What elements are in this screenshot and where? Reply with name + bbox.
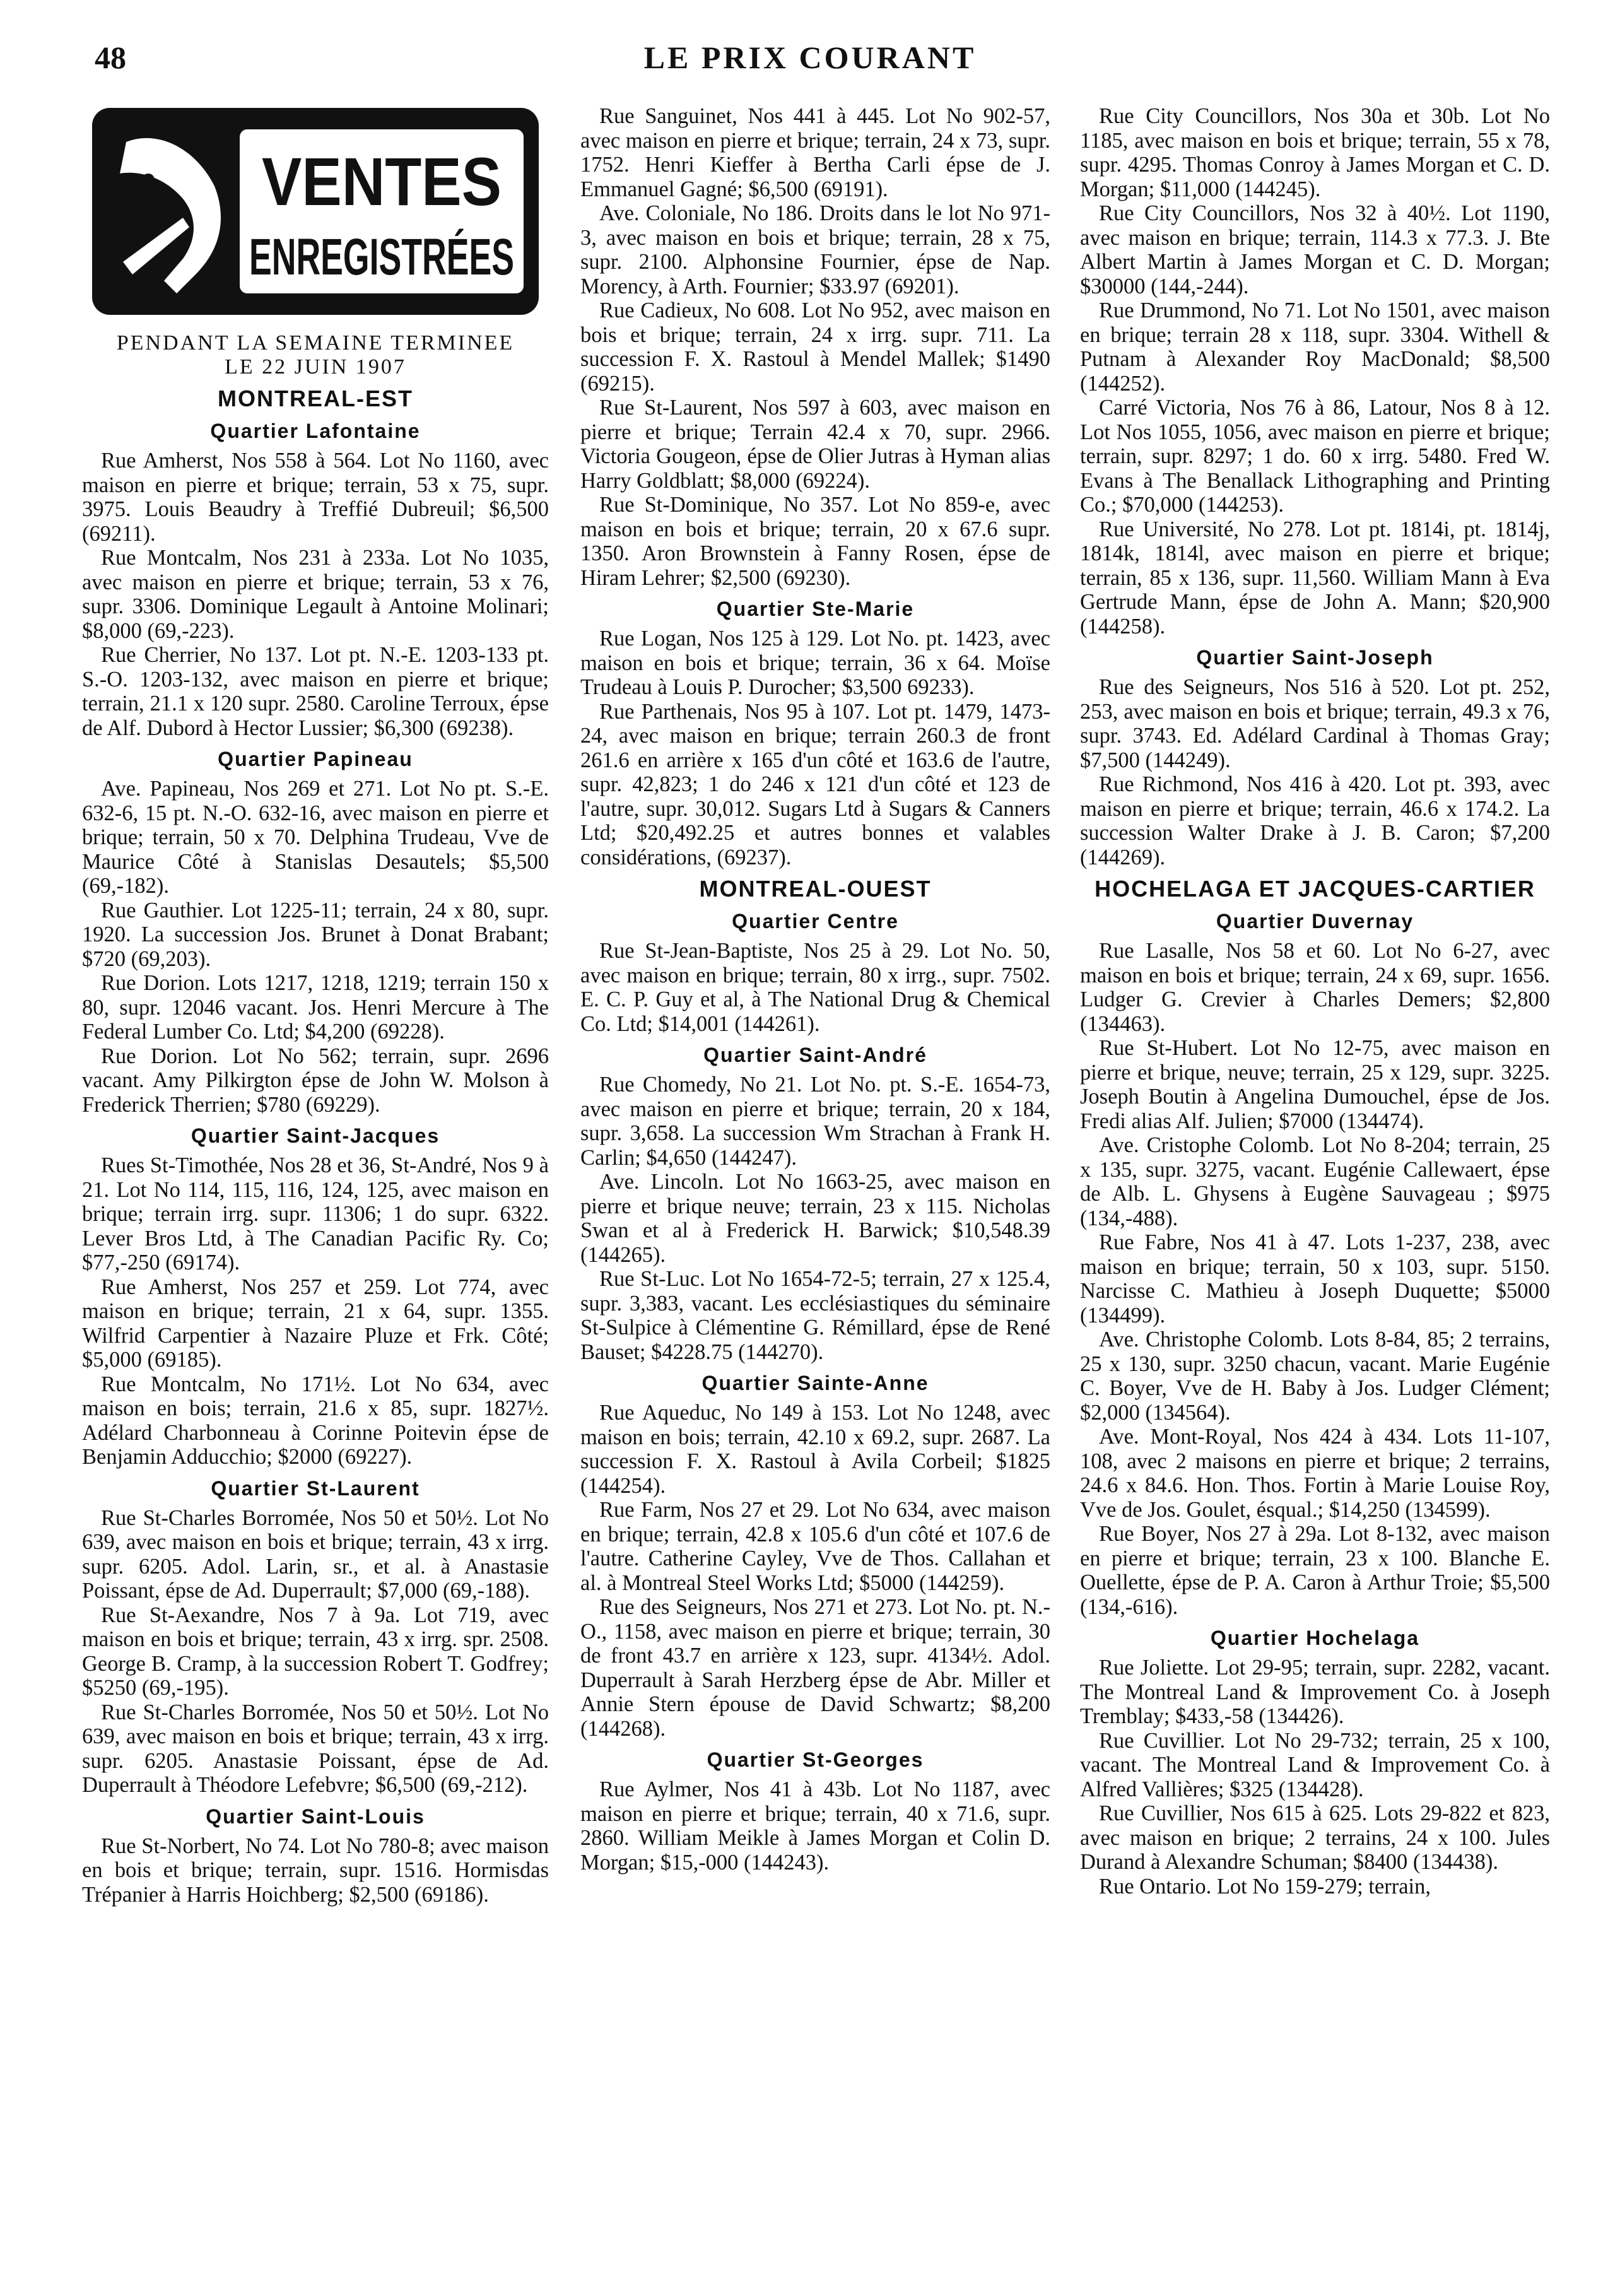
column-1 xyxy=(82,104,549,1907)
sale-entry: Rue Logan, Nos 125 à 129. Lot No. pt. 1423, avec maison en bois et brique; terrain, 36 x 64. Moïse Trudeau à Louis P. Durocher; $3,500 69233). xyxy=(580,627,1050,699)
quartier-heading: Quartier St-Laurent xyxy=(211,1476,420,1500)
sale-entry: Rue Richmond, Nos 416 à 420. Lot pt. 393, avec maison en pierre et brique; terrain, 46.6 x 174.2. La succession Walter Drake à J. B. Caron; $7,200 (144269). xyxy=(1080,772,1550,869)
sale-entry: Carré Victoria, Nos 76 à 86, Latour, Nos 8 à 12. Lot Nos 1055, 1056, avec maison en pierre et brique; terrain, supr. 8297; 1 do. 60 x irrg. 5480. Fred W. Evans à The Benallack Lithographing and Printing Co.; $70,000 (144253). xyxy=(1080,396,1550,517)
sale-entry: Rue St-Luc. Lot No 1654-72-5; terrain, 27 x 125.4, supr. 3,383, vacant. Les ecclésiastiques du séminaire St-Sulpice à Clémentine G. Rémillard, épse de René Bauset; $4228.75 (144270). xyxy=(580,1267,1050,1364)
quartier-heading: Quartier Saint-Louis xyxy=(206,1804,425,1828)
sale-entry: Ave. Coloniale, No 186. Droits dans le lot No 971-3, avec maison en bois et brique; terrain, 28 x 75, supr. 2100. Alphonsine Fournier, épse de Nap. Morency, à Arth. Fournier; $33.97 (69201). xyxy=(580,201,1050,298)
page-number: 48 xyxy=(95,40,126,75)
sale-entry: Rue Fabre, Nos 41 à 47. Lots 1-237, 238, avec maison en brique; terrain, 50 x 103, supr. 5150. Narcisse C. Mathieu à Joseph Duquette; $5000 (134499). xyxy=(1080,1230,1550,1328)
sale-entry: Ave. Cristophe Colomb. Lot No 8-204; terrain, 25 x 135, supr. 3275, vacant. Eugénie Callewaert, épse de Alb. L. Ghysens à Eugène Sauvageau ; $975 (134,-488). xyxy=(1080,1133,1550,1230)
sale-entry: Rue Dorion. Lot No 562; terrain, supr. 2696 vacant. Amy Pilkirgton épse de John W. Molson à Frederick Therrien; $780 (69229). xyxy=(82,1044,549,1117)
sale-entry: Rue Dorion. Lots 1217, 1218, 1219; terrain 150 x 80, supr. 12046 vacant. Jos. Henri Mercure à The Federal Lumber Co. Ltd; $4,200 (69228). xyxy=(82,971,549,1044)
sale-entry: Rue des Seigneurs, Nos 271 et 273. Lot No. pt. N.-O., 1158, avec maison en pierre et brique; terrain, 30 de front 43.7 en arrière x 123, supr. 4134½. Adol. Duperrault à Sarah Herzberg épse de Abr. Miller et Annie Stern épouse de David Schwartz; $8,200 (144268). xyxy=(580,1595,1050,1741)
sale-entry: Rue Ontario. Lot No 159-279; terrain, xyxy=(1099,1874,1431,1899)
column-3 xyxy=(1080,104,1550,1899)
sale-entry: Rue St-Charles Borromée, Nos 50 et 50½. Lot No 639, avec maison en bois et brique; terrain, 43 x irrg. supr. 6205. Anastasie Poissant, épse de Ad. Duperrault à Théodore Lefebvre; $6,500 (69,-212). xyxy=(82,1700,549,1797)
sale-entry: Ave. Christophe Colomb. Lots 8-84, 85; 2 terrains, 25 x 130, supr. 3250 chacun, vacant. Marie Eugénie C. Boyer, Vve de H. Baby à Jos. Ludger Clément; $2,000 (134564). xyxy=(1080,1328,1550,1425)
sale-entry: Rue Gauthier. Lot 1225-11; terrain, 24 x 80, supr. 1920. La succession Jos. Brunet à Donat Brabant; $720 (69,203). xyxy=(82,898,549,971)
running-head: LE PRIX COURANT xyxy=(643,40,977,75)
sale-entry: Rue Drummond, No 71. Lot No 1501, avec maison en brique; terrain 28 x 118, supr. 3304. Withell & Putnam à Alexander Roy MacDonald; $8,500 (144252). xyxy=(1080,298,1550,396)
sale-entry: Rue Farm, Nos 27 et 29. Lot No 634, avec maison en brique; terrain, 42.8 x 105.6 d'un côté et 107.6 de l'autre. Catherine Cayley, Vve de Thos. Callahan et al. à Montreal Steel Works Ltd; $5000 (144259). xyxy=(580,1498,1050,1595)
column-2 xyxy=(580,104,1050,1875)
quartier-heading: Quartier Lafontaine xyxy=(210,420,421,442)
ventes-enregistrees-logo xyxy=(88,104,543,319)
sale-entry: Rue Montcalm, Nos 231 à 233a. Lot No 1035, avec maison en pierre et brique; terrain, 53 x 76, supr. 3306. Dominique Legault à Antoine Molinari; $8,000 (69,-223). xyxy=(82,546,549,643)
sale-entry: Rue City Councillors, Nos 32 à 40½. Lot 1190, avec maison en brique; terrain, 114.3 x 77.3. J. Bte Albert Martin à James Morgan et C. D. Morgan; $30000 (144,-244). xyxy=(1080,201,1550,298)
sale-entry: Rue Cherrier, No 137. Lot pt. N.-E. 1203-133 pt. S.-O. 1203-132, avec maison en pierre et brique; terrain, 21.1 x 120 supr. 2580. Caroline Terroux, épse de Alf. Dubord à Hector Lussier; $6,300 (69238). xyxy=(82,643,549,740)
logo-line-1: VENTES xyxy=(262,143,502,220)
column-2-blocks xyxy=(580,104,1050,1875)
sale-entry: Rue des Seigneurs, Nos 516 à 520. Lot pt. 252, 253, avec maison en bois et brique; terrain, 49.3 x 76, supr. 3743. Ed. Adélard Cardinal à Thomas Gray; $7,500 (144249). xyxy=(1080,675,1550,772)
period-line-2: LE 22 JUIN 1907 xyxy=(225,355,406,379)
sale-entry: Rue St-Charles Borromée, Nos 50 et 50½. Lot No 639, avec maison en bois et brique; terrain, 43 x irrg. supr. 6205. Adol. Larin, sr., et al. à Anastasie Poissant, épse de Ad. Duperrault; $7,000 (69,-188). xyxy=(82,1505,549,1603)
quartier-heading: Quartier Sainte-Anne xyxy=(701,1372,929,1394)
sale-entry: Ave. Mont-Royal, Nos 424 à 434. Lots 11-107, 108, avec 2 maisons en pierre et brique; 2 terrains, 24.6 x 84.6. Hon. Thos. Fortin à Marie Louise Roy, Vve de Jos. Goulet, ésqual.; $14,250 (134599). xyxy=(1080,1425,1550,1522)
sale-entry: Rue Cadieux, No 608. Lot No 952, avec maison en bois et brique; terrain, 24 x irrg. supr. 711. La succession F. X. Rastoul à Mendel Mallek; $1490 (69215). xyxy=(580,298,1050,396)
sale-entry: Rue St-Dominique, No 357. Lot No 859-e, avec maison en bois et brique; terrain, 20 x 67.6 supr. 1350. Aron Brownstein à Fanny Rosen, épse de Hiram Lehrer; $2,500 (69230). xyxy=(580,493,1050,590)
quartier-heading: Quartier Saint-André xyxy=(703,1044,927,1066)
quartier-heading: Quartier Saint-Joseph xyxy=(1196,646,1434,669)
sale-entry: Rue St-Hubert. Lot No 12-75, avec maison en pierre et brique, neuve; terrain, 25 x 129, supr. 3225. Joseph Boutin à Angelina Dumouchel, épse de Jos. Fredi alias Alf. Julien; $7000 (134474). xyxy=(1080,1036,1550,1133)
sale-entry: Rue Aylmer, Nos 41 à 43b. Lot No 1187, avec maison en pierre et brique; terrain, 40 x 71.6, supr. 2860. William Meikle à James Morgan et Colin D. Morgan; $15,-000 (144243). xyxy=(580,1777,1050,1875)
division-heading: HOCHELAGA ET JACQUES-CARTIER xyxy=(1095,876,1535,902)
sale-entry: Rue Lasalle, Nos 58 et 60. Lot No 6-27, avec maison en bois et brique; terrain, 24 x 69, supr. 1656. Ludger G. Crevier à Charles Demers; $2,800 (134463). xyxy=(1080,939,1550,1036)
column-3-blocks xyxy=(1080,104,1550,1899)
column-1-blocks xyxy=(82,386,549,1907)
quartier-heading: Quartier Hochelaga xyxy=(1210,1627,1420,1649)
quartier-heading: Quartier Duvernay xyxy=(1216,910,1414,933)
sale-entry: Rue St-Jean-Baptiste, Nos 25 à 29. Lot No. 50, avec maison en brique; terrain, 80 x irrg., supr. 7502. E. C. P. Guy et al, à The National Drug & Chemical Co. Ltd; $14,001 (144261). xyxy=(580,939,1050,1036)
period-line-1: PENDANT LA SEMAINE TERMINEE xyxy=(116,331,515,355)
sale-entry: Rue Sanguinet, Nos 441 à 445. Lot No 902-57, avec maison en pierre et brique; terrain, 24 x 73, supr. 1752. Henri Kieffer à Bertha Carli épse de J. Emmanuel Gagné; $6,500 (69191). xyxy=(580,104,1050,201)
sale-entry: Ave. Lincoln. Lot No 1663-25, avec maison en pierre et brique neuve; terrain, 23 x 115. Nicholas Swan et al à Frederick H. Barwick; $10,548.39 (144265). xyxy=(580,1170,1050,1267)
division-heading: MONTREAL-EST xyxy=(218,386,413,411)
sale-entry: Rue Université, No 278. Lot pt. 1814i, pt. 1814j, 1814k, 1814l, avec maison en pierre et brique; terrain, 85 x 136, supr. 11,560. William Mann à Eva Gertrude Mann, épse de John A. Mann; $20,900 (144258). xyxy=(1080,517,1550,639)
sale-entry: Rue Montcalm, No 171½. Lot No 634, avec maison en bois; terrain, 21.6 x 85, supr. 1827½. Adélard Charbonneau à Corinne Poitevin épse de Benjamin Adducchio; $2000 (69227). xyxy=(82,1372,549,1469)
sale-entry: Rue Chomedy, No 21. Lot No. pt. S.-E. 1654-73, avec maison en pierre et brique; terrain, 20 x 184, supr. 3,658. La succession Wm Strachan à Frank H. Carlin; $4,650 (144247). xyxy=(580,1073,1050,1170)
sale-entry: Rue City Councillors, Nos 30a et 30b. Lot No 1185, avec maison en bois et brique; terrain, 55 x 78, supr. 4295. Thomas Conroy à James Morgan et C. D. Morgan; $11,000 (144245). xyxy=(1080,104,1550,201)
sale-entry: Rue Parthenais, Nos 95 à 107. Lot pt. 1479, 1473-24, avec maison en brique; terrain 260.3 de front 261.6 en arrière x 165 d'un côté et 163.6 de l'autre, supr. 42,823; 1 do 246 x 121 d'un côté et 123 de l'autre, supr. 30,012. Sugars Ltd à Sugars & Canners Ltd; $20,492.25 et autres bonnes et valables considérations, (69237). xyxy=(580,699,1050,869)
sale-entry: Ave. Papineau, Nos 269 et 271. Lot No pt. S.-E. 632-6, 15 pt. N.-O. 632-16, avec maison en pierre et brique; terrain, 50 x 70. Delphina Trudeau, Vve de Maurice Côté à Stanislas Desautels; $5,500 (69,-182). xyxy=(82,777,549,898)
quartier-heading: Quartier St-Georges xyxy=(707,1748,924,1771)
sale-entry: Rue Amherst, Nos 257 et 259. Lot 774, avec maison en brique; terrain, 21 x 64, supr. 1355. Wilfrid Carpentier à Nazaire Pluze et Frk. Côté; $5,000 (69185). xyxy=(82,1275,549,1372)
quartier-heading: Quartier Centre xyxy=(732,910,899,933)
division-heading: MONTREAL-OUEST xyxy=(699,876,932,902)
sale-entry: Rue Cuvillier, Nos 615 à 625. Lots 29-822 et 823, avec maison en brique; 2 terrains, 24 x 100. Jules Durand à Alexandre Schuman; $8400 (134438). xyxy=(1080,1801,1550,1874)
sale-entry: Rue Amherst, Nos 558 à 564. Lot No 1160, avec maison en pierre et brique; terrain, 53 x 75, supr. 3975. Louis Beaudry à Treffié Dubreuil; $6,500 (69211). xyxy=(82,449,549,546)
quartier-heading: Quartier Papineau xyxy=(218,748,413,770)
sale-entry: Rue Cuvillier. Lot No 29-732; terrain, 25 x 100, vacant. The Montreal Land & Improvement Co. à Alfred Vallières; $325 (134428). xyxy=(1080,1728,1550,1801)
sale-entry: Rue Aqueduc, No 149 à 153. Lot No 1248, avec maison en bois; terrain, 42.10 x 69.2, supr. 2687. La succession F. X. Rastoul à Avila Corbeil; $1825 (144254). xyxy=(580,1401,1050,1498)
logo-line-2: ENREGISTRÉES xyxy=(249,228,514,286)
sale-entry: Rue Boyer, Nos 27 à 29a. Lot 8-132, avec maison en pierre et brique; terrain, 23 x 100. Blanche E. Ouellette, épse de P. A. Caron à Arthur Troie; $5,500 (134,-616). xyxy=(1080,1522,1550,1619)
sale-entry: Rue St-Aexandre, Nos 7 à 9a. Lot 719, avec maison en bois et brique; terrain, 43 x irrg. spr. 2508. George B. Cramp, à la succession Robert T. Godfrey; $5250 (69,-195). xyxy=(82,1603,549,1700)
quartier-heading: Quartier Ste-Marie xyxy=(716,598,915,620)
sale-entry: Rue St-Laurent, Nos 597 à 603, avec maison en pierre et brique; Terrain 42.4 x 70, supr. 2966. Victoria Gougeon, épse de Olier Jutras à Hyman alias Harry Goldblatt; $8,000 (69224). xyxy=(580,396,1050,493)
quartier-heading: Quartier Saint-Jacques xyxy=(191,1124,440,1147)
sale-entry: Rues St-Timothée, Nos 28 et 36, St-André, Nos 9 à 21. Lot No 114, 115, 116, 124, 125, avec maison en brique; terrain irrg. supr. 11306; 1 do supr. 6322. Lever Bros Ltd, à The Canadian Pacific Ry. Co; $77,-250 (69174). xyxy=(82,1153,549,1275)
sale-entry: Rue St-Norbert, No 74. Lot No 780-8; avec maison en bois et brique; terrain, supr. 1516. Hormisdas Trépanier à Harris Hoichberg; $2,500 (69186). xyxy=(82,1834,549,1907)
sale-entry: Rue Joliette. Lot 29-95; terrain, supr. 2282, vacant. The Montreal Land & Improvement Co. à Joseph Tremblay; $433,-58 (134426). xyxy=(1080,1656,1550,1728)
